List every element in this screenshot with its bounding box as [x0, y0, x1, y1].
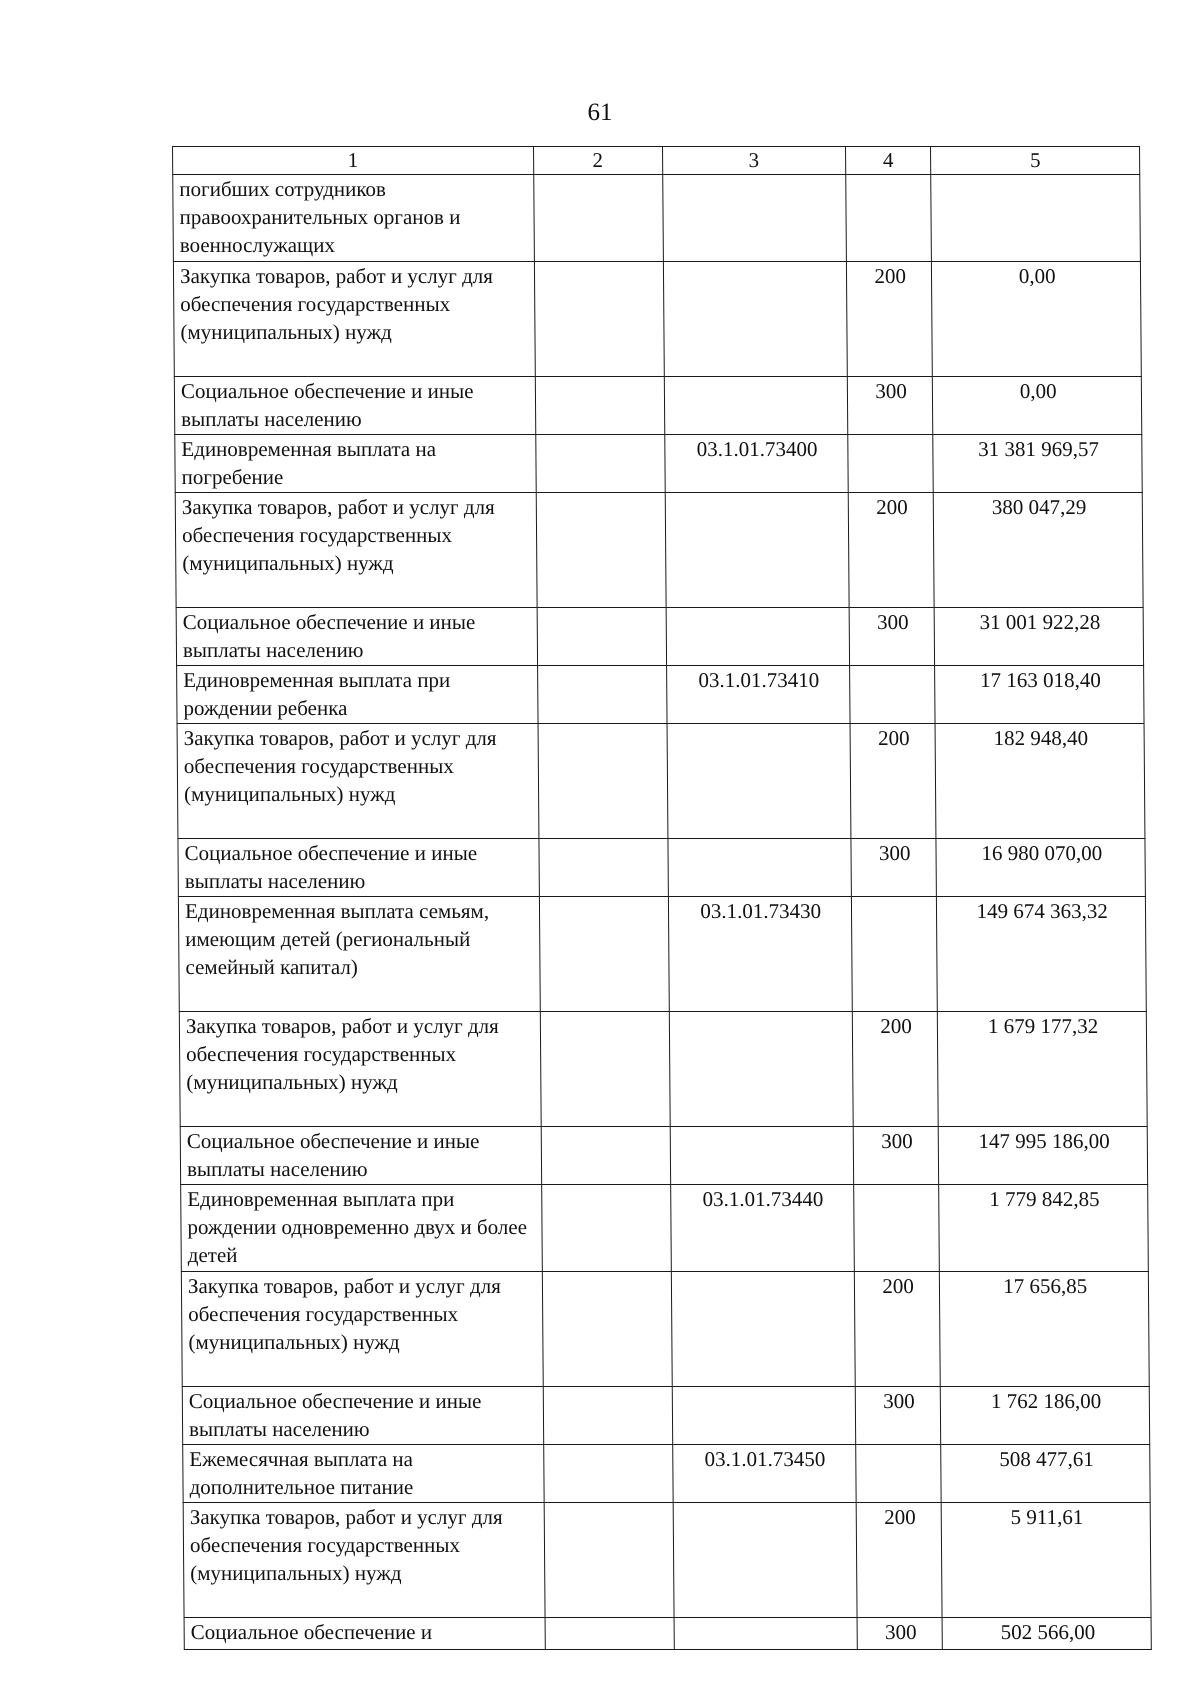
target-article-code-cell [663, 262, 847, 377]
amount-cell: 147 995 186,00 [939, 1127, 1148, 1185]
column-2-cell [543, 1387, 672, 1445]
expense-name-cell: Единовременная выплата семьям, имеющим детей (региональный семейный капитал) [178, 897, 540, 1012]
column-2-cell [536, 493, 666, 608]
budget-table [172, 146, 1152, 1650]
column-2-cell [539, 839, 668, 897]
column-2-cell [541, 1185, 671, 1272]
table-row [174, 377, 1141, 435]
table-row [178, 897, 1146, 1012]
table-row [181, 1185, 1149, 1272]
target-article-code-cell [669, 1012, 853, 1127]
amount-cell: 502 566,00 [943, 1618, 1152, 1650]
target-article-code-cell [670, 1127, 854, 1185]
amount-cell: 0,00 [933, 377, 1142, 435]
expense-type-code-cell: 300 [855, 1387, 941, 1445]
expense-type-code-cell: 200 [846, 262, 933, 377]
expense-type-code-cell: 300 [857, 1618, 943, 1650]
table-row [173, 262, 1141, 377]
expense-name-cell: Социальное обеспечение и [184, 1618, 545, 1650]
expense-type-code-cell [848, 435, 934, 493]
expense-type-code-cell: 200 [850, 724, 937, 839]
expense-name-cell: Закупка товаров, работ и услуг для обеспечения государственных (муниципальных) нужд [181, 1272, 543, 1387]
expense-type-code-cell [854, 1185, 940, 1272]
column-2-cell [544, 1503, 674, 1618]
expense-type-code-cell [851, 897, 938, 1012]
target-article-code-cell: 03.1.01.73430 [668, 897, 852, 1012]
table-row [181, 1272, 1149, 1387]
target-article-code-cell [667, 724, 851, 839]
target-article-code-cell: 03.1.01.73440 [670, 1185, 854, 1272]
amount-cell: 1 679 177,32 [938, 1012, 1147, 1127]
column-number-1: 1 [173, 147, 534, 175]
expense-name-cell: Закупка товаров, работ и услуг для обеспечения государственных (муниципальных) нужд [175, 493, 537, 608]
column-2-cell [535, 435, 664, 493]
column-number-4: 4 [845, 147, 931, 175]
target-article-code-cell: 03.1.01.73410 [666, 666, 850, 724]
amount-cell: 31 381 969,57 [933, 435, 1142, 493]
column-2-cell [540, 1012, 670, 1127]
amount-cell: 5 911,61 [942, 1503, 1151, 1618]
column-2-cell [543, 1445, 672, 1503]
table-row [179, 1012, 1147, 1127]
amount-cell: 0,00 [932, 262, 1141, 377]
expense-type-code-cell: 300 [847, 377, 933, 435]
expense-name-cell: Социальное обеспечение и иные выплаты населению [176, 608, 537, 666]
column-number-2: 2 [533, 147, 662, 175]
column-number-row [173, 147, 1140, 175]
expense-name-cell: Социальное обеспечение и иные выплаты населению [178, 839, 539, 897]
expense-name-cell: Единовременная выплата при рождении ребенка [177, 666, 538, 724]
table-row [178, 839, 1145, 897]
expense-name-cell: Социальное обеспечение и иные выплаты населению [180, 1127, 541, 1185]
target-article-code-cell: 03.1.01.73450 [672, 1445, 856, 1503]
target-article-code-cell [665, 493, 849, 608]
expense-type-code-cell: 200 [854, 1272, 941, 1387]
expense-type-code-cell [856, 1445, 942, 1503]
table-row [177, 724, 1145, 839]
target-article-code-cell [662, 175, 846, 262]
expense-type-code-cell [846, 175, 932, 262]
target-article-code-cell [671, 1272, 855, 1387]
table-row [183, 1503, 1151, 1618]
column-number-5: 5 [931, 147, 1140, 175]
amount-cell: 1 762 186,00 [941, 1387, 1150, 1445]
expense-type-code-cell: 300 [851, 839, 937, 897]
table-row [184, 1618, 1151, 1650]
target-article-code-cell [672, 1387, 856, 1445]
table-row [175, 493, 1143, 608]
amount-cell: 508 477,61 [941, 1445, 1150, 1503]
target-article-code-cell: 03.1.01.73400 [664, 435, 848, 493]
column-2-cell [533, 175, 663, 262]
column-2-cell [537, 666, 666, 724]
column-2-cell [538, 724, 668, 839]
expense-name-cell: Единовременная выплата на погребение [175, 435, 536, 493]
table-row [183, 1445, 1150, 1503]
expense-type-code-cell: 200 [852, 1012, 939, 1127]
expense-name-cell: Социальное обеспечение и иные выплаты населению [182, 1387, 543, 1445]
column-2-cell [535, 377, 664, 435]
table-row [176, 608, 1143, 666]
table-row [173, 175, 1141, 262]
expense-name-cell: Ежемесячная выплата на дополнительное питание [183, 1445, 544, 1503]
amount-cell: 16 980 070,00 [936, 839, 1145, 897]
column-2-cell [542, 1272, 672, 1387]
amount-cell: 17 656,85 [940, 1272, 1149, 1387]
expense-name-cell: Закупка товаров, работ и услуг для обеспечения государственных (муниципальных) нужд [183, 1503, 545, 1618]
amount-cell: 17 163 018,40 [935, 666, 1144, 724]
table-row [177, 666, 1144, 724]
amount-cell: 182 948,40 [935, 724, 1144, 839]
column-2-cell [537, 608, 666, 666]
amount-cell [931, 175, 1140, 262]
target-article-code-cell [664, 377, 848, 435]
column-number-3: 3 [662, 147, 846, 175]
amount-cell: 31 001 922,28 [935, 608, 1144, 666]
expense-type-code-cell: 300 [849, 608, 935, 666]
expense-type-code-cell: 200 [848, 493, 935, 608]
target-article-code-cell [666, 608, 850, 666]
column-2-cell [539, 897, 669, 1012]
expense-name-cell: Единовременная выплата при рождении одновременно двух и более детей [181, 1185, 542, 1272]
amount-cell: 1 779 842,85 [939, 1185, 1148, 1272]
target-article-code-cell [674, 1618, 858, 1650]
column-2-cell [545, 1618, 674, 1650]
table-body [173, 147, 1152, 1650]
expense-name-cell: погибших сотрудников правоохранительных органов и военнослужащих [173, 175, 534, 262]
amount-cell: 149 674 363,32 [937, 897, 1146, 1012]
expense-name-cell: Закупка товаров, работ и услуг для обеспечения государственных (муниципальных) нужд [179, 1012, 541, 1127]
table-row [175, 435, 1142, 493]
expense-type-code-cell: 300 [853, 1127, 939, 1185]
expense-type-code-cell [849, 666, 935, 724]
expense-type-code-cell: 200 [856, 1503, 943, 1618]
amount-cell: 380 047,29 [934, 493, 1143, 608]
expense-name-cell: Закупка товаров, работ и услуг для обеспечения государственных (муниципальных) нужд [177, 724, 539, 839]
target-article-code-cell [673, 1503, 857, 1618]
target-article-code-cell [667, 839, 851, 897]
expense-name-cell: Социальное обеспечение и иные выплаты населению [174, 377, 535, 435]
page-number: 61 [587, 99, 613, 126]
table-row [180, 1127, 1147, 1185]
expense-name-cell: Закупка товаров, работ и услуг для обеспечения государственных (муниципальных) нужд [173, 262, 535, 377]
table-row [182, 1387, 1149, 1445]
column-2-cell [534, 262, 664, 377]
column-2-cell [541, 1127, 670, 1185]
